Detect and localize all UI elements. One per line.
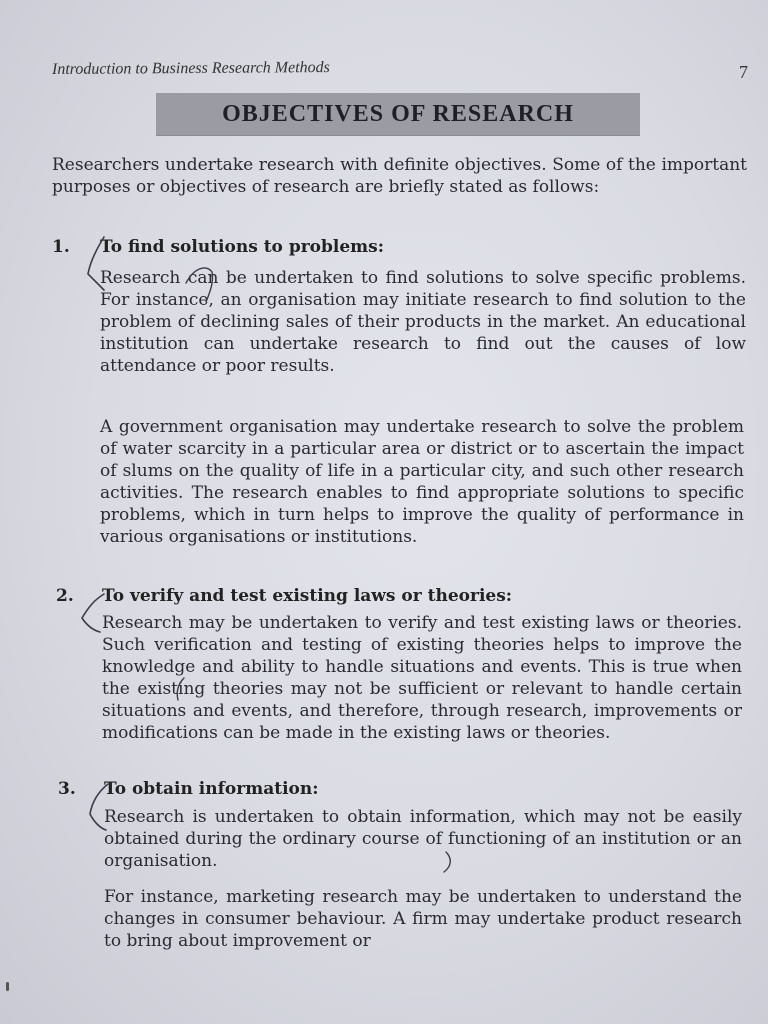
page-number: 7: [739, 62, 748, 82]
item-2-paragraph-1: Research may be undertaken to verify and test existing laws or theories. Such verification and testing of existing theories helps to improve the knowledge and ability to handle situations and events. This is true when the existing theories may not be sufficient or relevant to handle certain situations and events, and therefore, through research, improvements or modifications can be made in the existing laws or theories.: [102, 613, 742, 743]
item-1-paragraph-1: Research can be undertaken to find solutions to solve specific problems. For instance, an organisation may initiate research to find solution to the problem of declining sales of their products in the market. An educational institution can undertake research to find out the causes of low attendance or poor results.: [100, 268, 746, 376]
item-1-heading: To find solutions to problems:: [100, 237, 384, 257]
item-2-heading: To verify and test existing laws or theories:: [102, 586, 513, 606]
item-1-paragraph-2: A government organisation may undertake research to solve the problem of water scarcity in a particular area or district or to ascertain the impact of slums on the quality of life in a particular city, and such other research activities. The research enables to find appropriate solutions to specific problems, which in turn helps to improve the quality of performance in various organisations or institutions.: [100, 417, 744, 547]
section-title: OBJECTIVES OF RESEARCH: [222, 100, 574, 127]
pen-mark-item2-open: [82, 594, 104, 632]
running-title: Introduction to Business Research Methods: [51, 59, 330, 78]
section-title-box: [156, 93, 640, 135]
item-3-paragraph-2: For instance, marketing research may be undertaken to understand the changes in consumer behaviour. A firm may undertake product research to bring about improvement or: [104, 887, 742, 951]
page-speck: [6, 982, 9, 991]
item-3-number: 3.: [58, 779, 76, 799]
item-3-heading: To obtain information:: [104, 779, 319, 799]
item-1-number: 1.: [52, 237, 70, 257]
item-2-number: 2.: [56, 586, 74, 606]
item-3-paragraph-1: Research is undertaken to obtain information, which may not be easily obtained during the ordinary course of functioning of an institution or an organisation.: [104, 807, 742, 871]
intro-paragraph: Researchers undertake research with definite objectives. Some of the important purposes or objectives of research are briefly stated as follows:: [52, 155, 747, 197]
